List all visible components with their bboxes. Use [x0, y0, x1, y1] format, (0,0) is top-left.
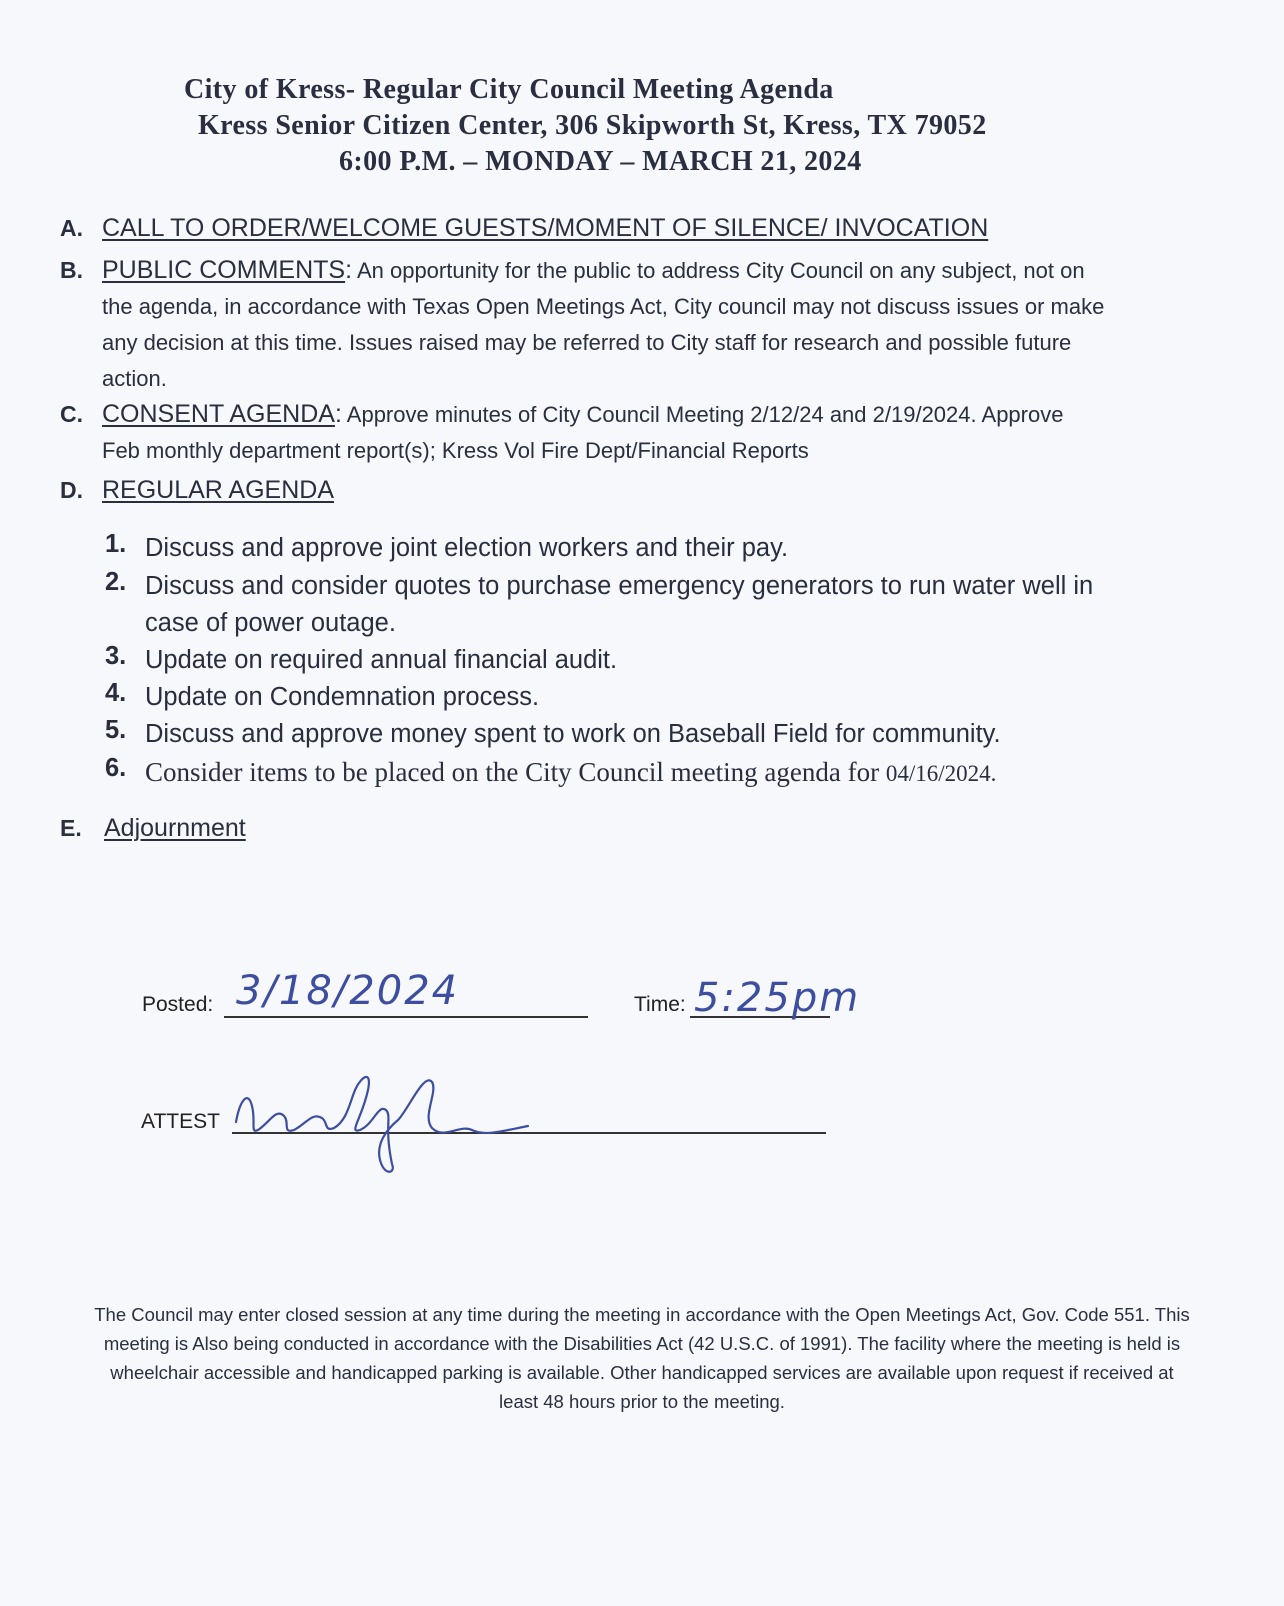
footer-line: meeting is Also being conducted in accordance with the Disabilities Act (42 U.S.C. of 1991). The facility where the meeting is held is [103, 1333, 1181, 1354]
section-title: REGULAR AGENDA [102, 476, 335, 504]
agenda-page: City of Kress- Regular City Council Meeting Agenda Kress Senior Citizen Center, 306 Skipworth St, Kress, TX 79052 6:00 P.M. – MONDAY – MARCH 21, 2024 A. CALL TO ORDER/WELCOME GUESTS/MOMENT OF SILENCE/ INVOCATION B. PUBLIC COMMENTS: An opportunity for the public to address City Council on any subject, not on the agenda, in accordance with Texas Open Meetings Act, City council may not discuss issues or make any decision at this time. Issues raised may be referred to City staff for research and possible future action. C. CONSENT AGENDA: Approve minutes of City Council Meeting 2/12/24 and 2/19/2024. Approve Feb monthly department report(s); Kress Vol Fire Dept/Financial Reports D. REGULAR AGENDA 1. Discuss and approve joint election workers and their pay. 2. Discuss and consider quotes to purchase emergency generators to run water well in case of power outage. 3. Update on required annual financial audit. 4. Update on Condemnation process. 5. Discuss and approve money spent to work on Baseball Field for community. 6. Consider items to be placed on the City Council meeting agenda for 04/16/2024. E. Adjournment Posted: 3/18/2024 Time: 5:25pm ATTEST The Council may enter closed session at any time during the meeting in accordance with the Open Meetings Act, Gov. Code 551. This meeting is Also being conducted in accordance with the Disabilities Act (42 U.S.C. of 1991). The facility where the meeting is held is wheelchair accessible and handicapped parking is available. Other handicapped services are available upon request if received at least 48 hours prior to the meeting. [0, 0, 1284, 1606]
section-body: PUBLIC COMMENTS: An opportunity for the public to address City Council on any subject, not on the agenda, in accordance with Texas Open Meetings Act, City council may not discuss issues or make any decision at this time. Issues raised may be referred to City staff for research and possible future action. [102, 252, 1222, 397]
header-title: City of Kress- Regular City Council Meeting Agenda [184, 74, 834, 105]
signature [228, 1060, 548, 1180]
time-label: Time: [634, 993, 686, 1016]
section-title: CONSENT AGENDA [102, 400, 335, 428]
section-text: Feb monthly department report(s); Kress Vol Fire Dept/Financial Reports [102, 438, 809, 463]
section-text: any decision at this time. Issues raised may be referred to City staff for research and possible future [102, 330, 1072, 355]
section-text: Approve minutes of City Council Meeting 2/12/24 and 2/19/2024. Approve [341, 402, 1064, 427]
attest-label: ATTEST [141, 1110, 220, 1133]
footer-line: least 48 hours prior to the meeting. [499, 1391, 785, 1412]
section-text: the agenda, in accordance with Texas Open Meetings Act, City council may not discuss issues or make [102, 294, 1105, 319]
section-letter: E. [60, 815, 82, 841]
footer-notice [20, 1300, 1264, 1416]
section-text: action. [102, 366, 167, 391]
posted-label: Posted: [142, 993, 214, 1016]
section-letter: A. [60, 215, 83, 241]
header-location: Kress Senior Citizen Center, 306 Skipworth St, Kress, TX 79052 [198, 110, 987, 141]
posted-date-handwritten: 3/18/2024 [236, 968, 460, 1014]
time-handwritten: 5:25pm [694, 975, 861, 1021]
section-title: CALL TO ORDER/WELCOME GUESTS/MOMENT OF SILENCE/ INVOCATION [102, 214, 989, 242]
section-title: Adjournment [104, 814, 246, 842]
posted-line [224, 1016, 588, 1018]
section-letter: D. [60, 477, 83, 503]
section-letter: C. [60, 401, 83, 427]
footer-line: wheelchair accessible and handicapped parking is available. Other handicapped services are available upon request if received at [110, 1362, 1174, 1383]
section-body: CONSENT AGENDA: Approve minutes of City Council Meeting 2/12/24 and 2/19/2024. Approve Feb monthly department report(s); Kress Vol Fire Dept/Financial Reports [102, 396, 1222, 469]
section-title: PUBLIC COMMENTS [102, 256, 346, 284]
footer-line: The Council may enter closed session at any time during the meeting in accordance with the Open Meetings Act, Gov. Code 551. This [94, 1304, 1190, 1325]
section-letter: B. [60, 257, 83, 283]
section-text: An opportunity for the public to address City Council on any subject, not on [352, 258, 1085, 283]
header-datetime: 6:00 P.M. – MONDAY – MARCH 21, 2024 [339, 146, 862, 177]
